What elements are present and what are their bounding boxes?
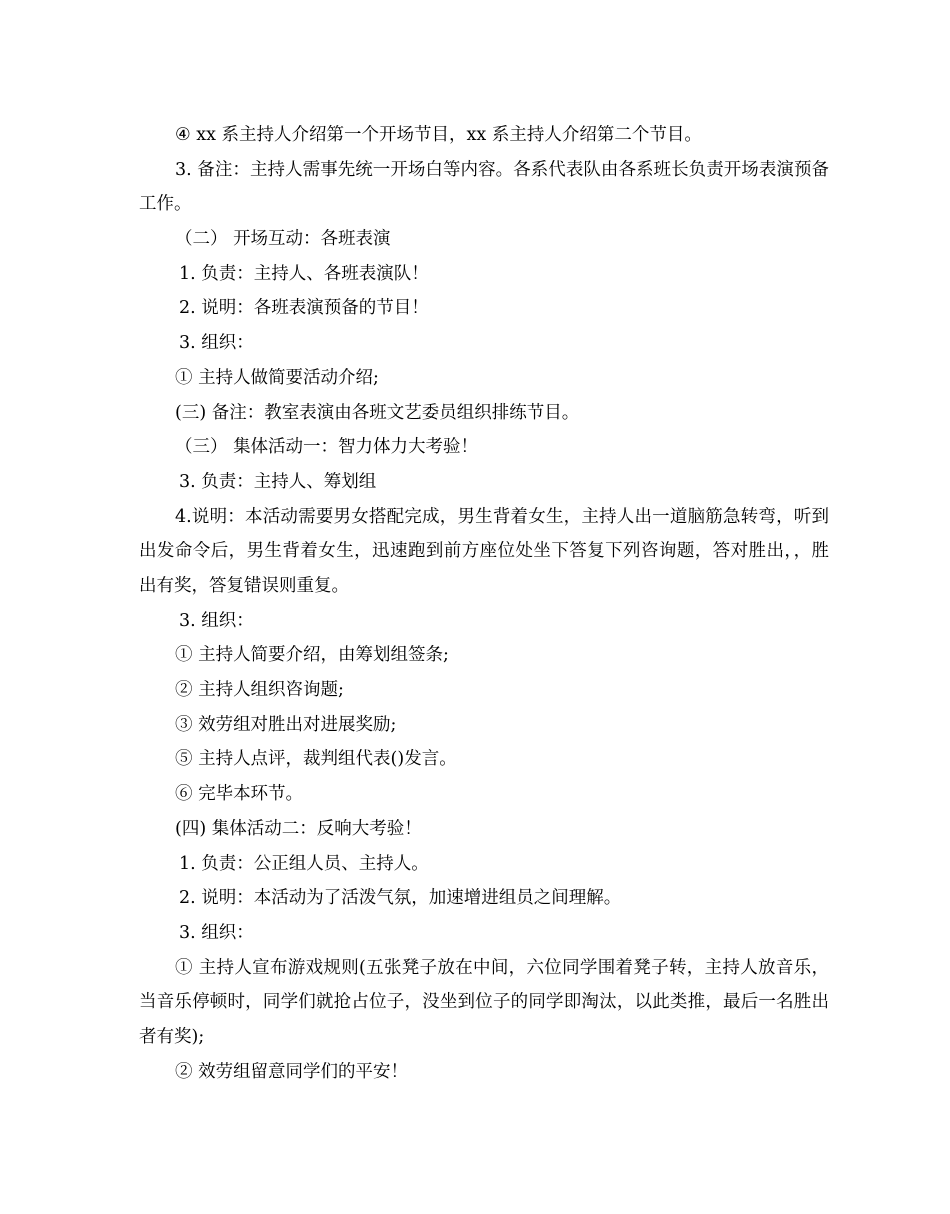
text-line: 3. 组织： bbox=[179, 610, 254, 631]
list-item: ③ 效劳组对胜出对进展奖励; bbox=[175, 714, 397, 735]
text-line: 3. 组织： bbox=[179, 333, 254, 354]
list-item: ⑥ 完毕本环节。 bbox=[175, 784, 304, 805]
text-line: 1. 负责：公正组人员、主持人。 bbox=[179, 853, 429, 874]
text-paragraph: 4.说明：本活动需要男女搭配完成，男生背着女生，主持人出一道脑筋急转弯，听到出发命令后，男生背着女生，迅速跑到前方座位处坐下答复下列咨询题，答对胜出，，胜出有奖，答复错误则重复。 bbox=[139, 506, 829, 596]
document-body bbox=[139, 118, 829, 1089]
list-item: ② 主持人组织咨询题; bbox=[175, 680, 344, 701]
section-heading: (四) 集体活动二：反响大考验！ bbox=[175, 818, 422, 839]
text-line: 3. 负责：主持人、筹划组 bbox=[179, 471, 377, 492]
text-line: 2. 说明：本活动为了活泼气氛，加速增进组员之间理解。 bbox=[179, 888, 622, 909]
text-line: ④ xx 系主持人介绍第一个开场节目，xx 系主持人介绍第二个节目。 bbox=[175, 125, 702, 145]
list-item: ① 主持人做简要活动介绍; bbox=[175, 367, 379, 388]
text-line: 2. 说明：各班表演预备的节目！ bbox=[179, 298, 429, 319]
text-line: 3. 组织： bbox=[179, 922, 254, 943]
section-heading: （二） 开场互动：各班表演 bbox=[175, 229, 391, 250]
text-paragraph: 3. 备注：主持人需事先统一开场白等内容。各系代表队由各系班长负责开场表演预备工作。 bbox=[139, 159, 829, 215]
list-item: ⑤ 主持人点评，裁判组代表()发言。 bbox=[175, 749, 457, 770]
section-heading: （三） 集体活动一：智力体力大考验！ bbox=[175, 437, 479, 458]
text-paragraph: ① 主持人宣布游戏规则(五张凳子放在中间，六位同学围着凳子转，主持人放音乐，当音乐停顿时，同学们就抢占位子，没坐到位子的同学即淘汰，以此类推，最后一名胜出者有奖); bbox=[139, 957, 829, 1047]
list-item: ② 效劳组留意同学们的平安！ bbox=[175, 1061, 409, 1082]
text-line: 1. 负责：主持人、各班表演队！ bbox=[179, 263, 429, 284]
list-item: ① 主持人简要介绍，由筹划组签条; bbox=[175, 645, 449, 666]
text-line: (三) 备注：教室表演由各班文艺委员组织排练节目。 bbox=[175, 402, 580, 423]
